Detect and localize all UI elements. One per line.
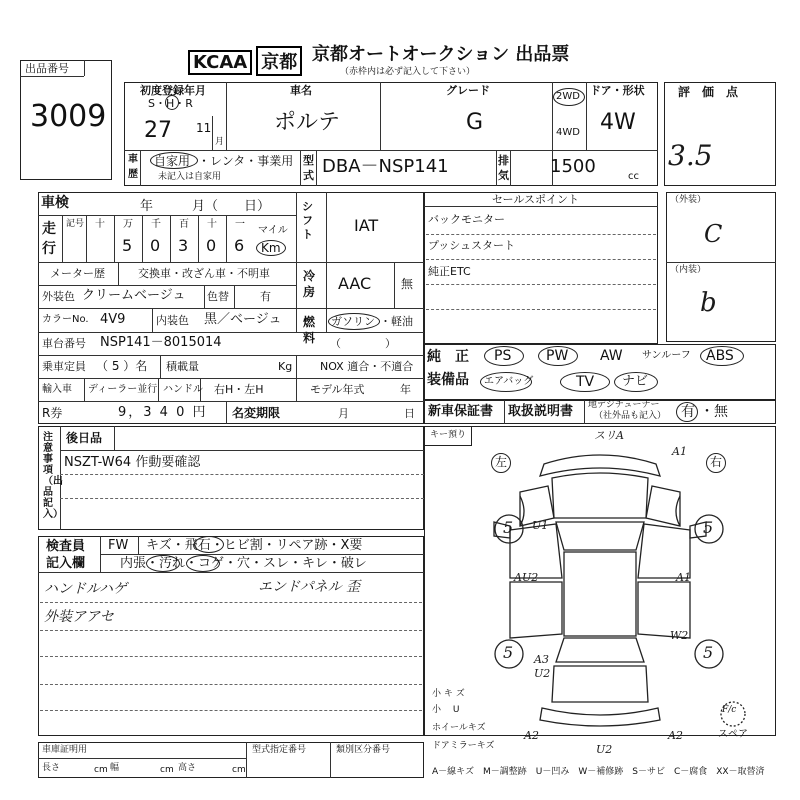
grade-value[interactable]: G: [466, 110, 484, 135]
equip-sunroof[interactable]: サンルーフ: [642, 350, 691, 361]
footer-approval: 型式指定番号: [252, 745, 307, 755]
door-shape-label: ドア・形状: [590, 84, 645, 97]
mileage-unit-mile[interactable]: マイル: [258, 225, 288, 236]
rating-label: 評 価 点: [678, 85, 739, 99]
shift-label: シフト: [302, 200, 313, 241]
load-label: 積載量: [166, 360, 199, 373]
import-dealer[interactable]: ディーラー並行: [88, 384, 158, 395]
tyre-rear-left[interactable]: 5: [503, 643, 514, 662]
interior-color-label: 内装色: [156, 314, 189, 327]
model-label-1: 型: [303, 154, 314, 167]
mark-rear-bumper[interactable]: U2: [596, 743, 613, 756]
mileage-digit[interactable]: 3: [178, 236, 189, 255]
registration-month-unit: 月: [215, 137, 225, 147]
import-label: 輸入車: [42, 384, 72, 395]
footer-width-unit: cm: [160, 765, 174, 775]
interior-grade-label: （内装）: [670, 265, 707, 275]
capacity-label: 乗車定員: [42, 360, 86, 373]
footer-height: 高さ: [178, 763, 197, 773]
diagram-right-label: 右: [710, 455, 723, 469]
history-rest[interactable]: ・レンタ・事業用: [198, 154, 294, 168]
tyre-rear-right[interactable]: 5: [703, 643, 714, 662]
registration-eras: S・H・R: [148, 97, 193, 110]
ac-value[interactable]: AAC: [338, 274, 372, 293]
model-label-2: 式: [303, 169, 314, 182]
mileage-digit-divider: [142, 215, 143, 262]
recycle-label: R券: [42, 406, 63, 420]
equipment-label-1: 純 正: [427, 349, 469, 365]
load-unit: Kg: [278, 360, 293, 373]
lot-number[interactable]: 3009: [30, 99, 107, 134]
model-value[interactable]: DBA－NSP141: [322, 156, 449, 177]
registration-year[interactable]: 27: [144, 118, 172, 143]
doc-tuner-2: （社外品も記入）: [594, 411, 667, 421]
mileage-digit-label: 万: [123, 219, 133, 230]
nox-options[interactable]: NOX 適合・不適合: [320, 360, 414, 373]
mileage-digit-label: 千: [151, 219, 161, 230]
key-label: キー預り: [430, 430, 467, 440]
handle-options[interactable]: 右H・左H: [214, 383, 264, 396]
inspector-note-left-2[interactable]: 外装アアセ: [44, 609, 114, 625]
shaken-label: 車検: [41, 195, 69, 211]
fuel-label: 燃料: [303, 315, 316, 345]
diagram-left-label: 左: [495, 455, 508, 469]
footer-category: 類別区分番号: [336, 745, 391, 755]
era-selected-circle: [165, 95, 179, 110]
mileage-symbol-label: 記号: [66, 219, 85, 229]
displacement-label-2: 気: [498, 169, 509, 182]
mark-right-door-1[interactable]: A1: [676, 571, 691, 584]
car-name-label: 車名: [290, 84, 312, 97]
recycle-value[interactable]: 9，3 4 0 円: [118, 405, 208, 420]
lot-label: 出品番号: [25, 62, 69, 75]
car-name-value[interactable]: ポルテ: [274, 110, 341, 135]
equipment-label-2: 装備品: [427, 372, 469, 388]
mileage-digit-label: 百: [179, 219, 189, 230]
door-shape-value[interactable]: 4W: [600, 110, 636, 135]
mileage-digit-label: 十: [95, 219, 105, 230]
color-change-label: 色替: [207, 290, 229, 303]
footer-width: 幅: [110, 763, 120, 773]
meter-options[interactable]: 交換車・改ざん車・不明車: [138, 267, 270, 280]
fuel-gas[interactable]: ガソリン: [331, 315, 375, 328]
dirt-circle: [186, 555, 220, 572]
ac-label: 冷房: [303, 269, 316, 299]
spare-mark[interactable]: F/c: [722, 705, 737, 715]
handle-label: ハンドル: [163, 384, 203, 395]
registration-label: 初度登録年月: [140, 84, 206, 97]
fuel-paren: （ ）: [330, 337, 396, 350]
meter-label: メーター歴: [50, 267, 105, 280]
ext-color-label: 外装色: [42, 290, 75, 303]
displacement-unit: cc: [628, 171, 639, 182]
inspector-label-2: 記入欄: [46, 556, 86, 571]
notes-label: 注意事項（出品記入）: [43, 432, 63, 520]
mark-front-left-door[interactable]: U1: [532, 519, 549, 532]
mileage-digit-divider: [114, 215, 115, 262]
inspector-note-left-1[interactable]: ハンドルハゲ: [44, 581, 128, 597]
mark-front-right[interactable]: A1: [672, 445, 687, 458]
mark-left-door[interactable]: AU2: [514, 571, 539, 584]
inspector-note-right-1[interactable]: エンドパネル 歪: [258, 579, 361, 595]
legend-small-4: ドアミラーキズ: [432, 741, 495, 751]
doc-tuner-yes[interactable]: 有: [681, 404, 695, 420]
mileage-digit-label: 十: [207, 219, 217, 230]
after-items-label: 後日品: [66, 431, 103, 445]
doc-warranty[interactable]: 新車保証書: [428, 404, 494, 419]
mileage-digit-label: 一: [235, 219, 245, 230]
doc-manual[interactable]: 取扱説明書: [508, 404, 574, 419]
equip-navi[interactable]: ナビ: [622, 374, 649, 389]
equip-abs[interactable]: ABS: [706, 348, 734, 364]
mileage-digit[interactable]: 6: [234, 236, 245, 255]
model-year-label: モデル年式: [310, 383, 365, 396]
fuel-rest[interactable]: ・軽油: [380, 315, 413, 328]
name-change-day: 日: [404, 407, 415, 420]
name-change-month: 月: [338, 407, 349, 420]
inspector-fw[interactable]: FW: [108, 538, 129, 553]
color-no-value[interactable]: 4V9: [100, 312, 126, 327]
lining-circle: [146, 555, 180, 572]
name-change-label: 名変期限: [232, 406, 281, 420]
mark-rear-right[interactable]: A2: [668, 729, 683, 742]
page-subtitle: （赤枠内は必ず記入して下さい）: [340, 67, 476, 77]
history-label-1: 車: [128, 154, 138, 165]
sales-point-2[interactable]: プッシュスタート: [428, 239, 516, 252]
mileage-unit-km[interactable]: Km: [261, 241, 281, 255]
interior-grade-value[interactable]: b: [700, 288, 717, 318]
mark-right-rear[interactable]: W2: [670, 629, 689, 642]
color-no-label: カラーNo.: [42, 314, 89, 325]
footer-length-unit: cm: [94, 765, 108, 775]
model-year-unit: 年: [400, 383, 411, 396]
shaken-value[interactable]: 年 月（ 日）: [140, 199, 271, 214]
interior-color-value[interactable]: 黒／ベージュ: [204, 312, 282, 327]
footer-height-unit: cm: [232, 765, 246, 775]
footer-length: 長さ: [42, 763, 61, 773]
spare-label: スペア: [718, 729, 748, 740]
drive-2wd[interactable]: 2WD: [556, 91, 580, 102]
legend-small-3: ホイールキズ: [432, 723, 486, 733]
ext-color-value[interactable]: クリームベージュ: [82, 288, 186, 303]
mileage-digit-divider: [198, 215, 199, 262]
mileage-digit-divider: [86, 215, 87, 262]
equip-pw[interactable]: PW: [546, 348, 569, 364]
logo-city: 京都: [256, 46, 302, 76]
mileage-digit[interactable]: 0: [206, 236, 217, 255]
mileage-label-2: 行: [42, 241, 56, 257]
mileage-label-1: 走: [42, 221, 56, 237]
notes-line-1[interactable]: NSZT-W64 作動要確認: [64, 455, 201, 470]
capacity-value[interactable]: （ 5 ）名: [96, 359, 148, 373]
mileage-digit[interactable]: 0: [150, 236, 161, 255]
rating-value[interactable]: 3.5: [668, 139, 713, 172]
chassis-value[interactable]: NSP141－8015014: [100, 335, 222, 350]
legend-small-1: 小 キ ズ: [432, 689, 465, 699]
mileage-digit[interactable]: 5: [122, 236, 133, 255]
sales-point-3[interactable]: 純正ETC: [428, 265, 471, 278]
footer-cert: 車庫証明用: [42, 745, 88, 755]
exterior-grade-label: （外装）: [670, 195, 707, 205]
chassis-label: 車台番号: [42, 337, 86, 350]
doc-tuner-no[interactable]: ・無: [700, 404, 728, 420]
car-diagram: [424, 426, 776, 736]
logo-mark: KCAA: [188, 50, 252, 75]
mark-rear-left[interactable]: A2: [524, 729, 539, 742]
inspector-line-1[interactable]: キズ・飛石・ヒビ割・リペア跡・X要: [146, 538, 363, 553]
equip-aw[interactable]: AW: [600, 348, 623, 364]
history-own[interactable]: 自家用: [154, 154, 191, 168]
tyre-front-left[interactable]: 5: [503, 518, 514, 537]
footer-legend: A－線キズ M－調整跡 U－凹み W－補修跡 S－サビ C－腐食 XX－取替済: [432, 767, 765, 777]
equip-ps[interactable]: PS: [494, 348, 512, 364]
displacement-label-1: 排: [498, 154, 509, 167]
page-title: 京都オートオークション 出品票: [312, 44, 570, 65]
history-label-2: 歴: [128, 169, 138, 180]
grade-label: グレード: [446, 84, 490, 97]
inspector-label-1: 検査員: [46, 539, 86, 554]
equip-tv[interactable]: TV: [576, 374, 595, 390]
mileage-digit-divider: [226, 215, 227, 262]
tyre-front-right[interactable]: 5: [703, 518, 714, 537]
drive-4wd[interactable]: 4WD: [556, 127, 580, 138]
flying-stone-circle: [194, 536, 224, 553]
sales-points-label: セールスポイント: [492, 193, 580, 206]
mileage-digit-divider: [170, 215, 171, 262]
doc-tuner-1: 地デジチューナー: [588, 400, 660, 410]
history-note: 未記入は自家用: [158, 172, 222, 182]
equip-airbag[interactable]: エアバッグ: [484, 376, 534, 387]
exterior-grade-value[interactable]: C: [704, 220, 723, 248]
shift-value[interactable]: IAT: [354, 216, 379, 235]
mark-left-rear-u2[interactable]: U2: [534, 667, 551, 680]
displacement-value[interactable]: 1500: [550, 156, 596, 177]
mark-left-rear-a3[interactable]: A3: [534, 653, 549, 666]
auction-logo: [188, 46, 306, 76]
sales-point-1[interactable]: バックモニター: [428, 213, 505, 226]
color-change-value[interactable]: 有: [260, 290, 271, 303]
mark-front-bumper[interactable]: スリA: [594, 429, 624, 442]
inspector-line-2[interactable]: 内張・汚れ・コゲ・穴・スレ・キレ・破レ: [120, 556, 367, 571]
registration-month[interactable]: 11: [196, 121, 212, 135]
ac-none[interactable]: 無: [401, 277, 414, 291]
legend-small-2: 小 U: [432, 705, 460, 715]
